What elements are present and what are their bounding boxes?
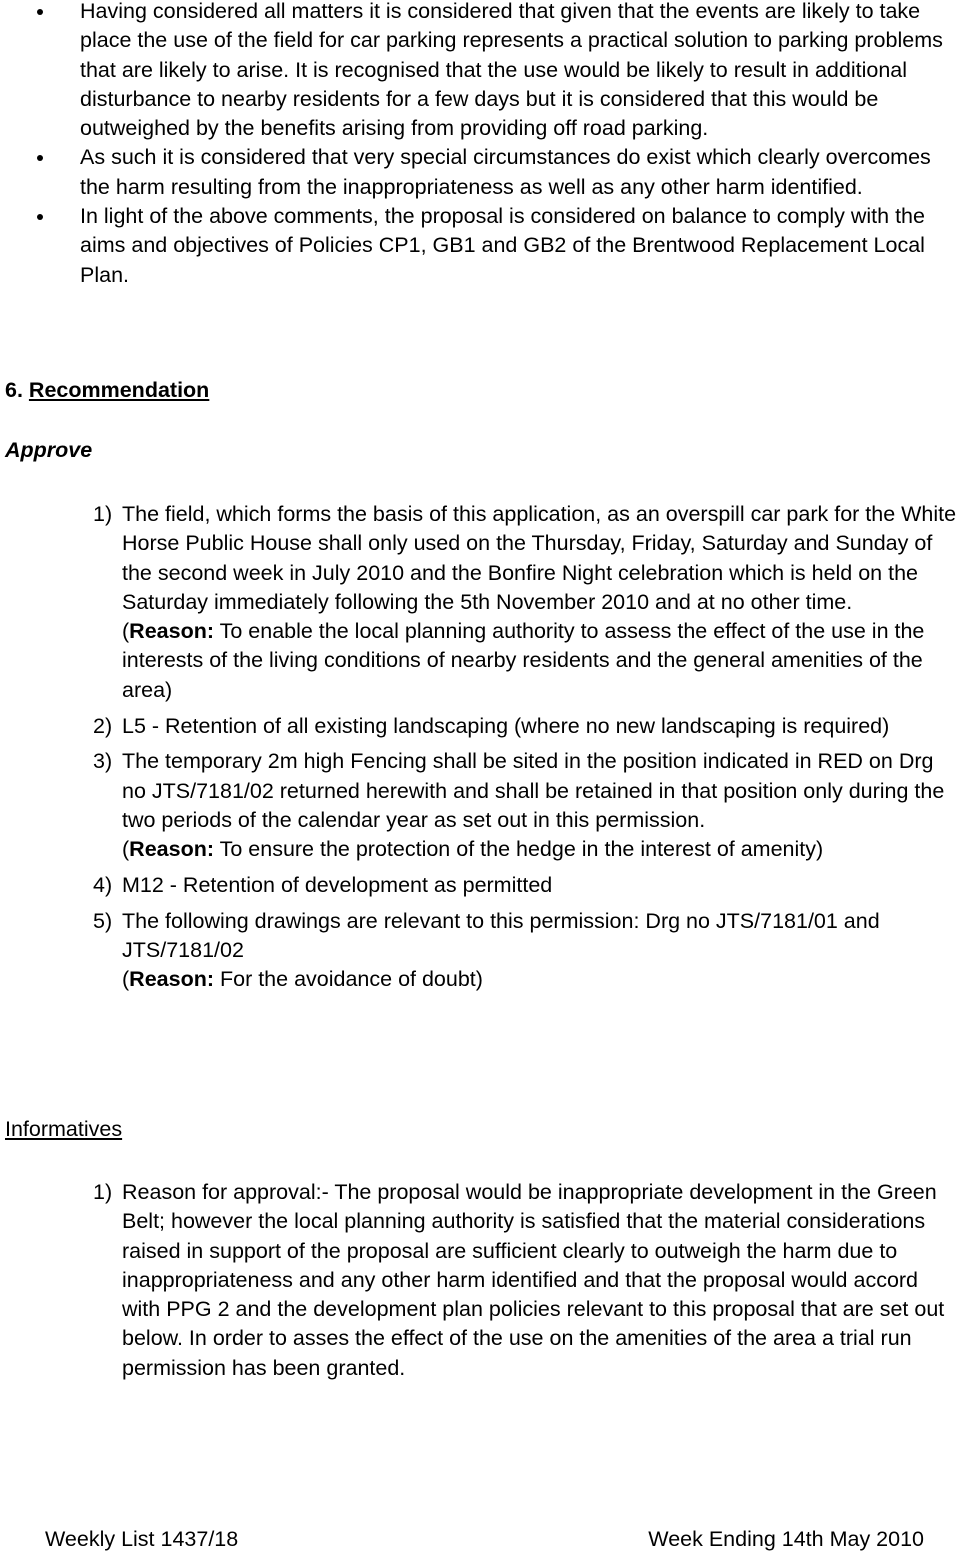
section-number: 6. xyxy=(5,378,23,402)
bullet-icon xyxy=(37,214,43,220)
condition-reason: For the avoidance of doubt) xyxy=(219,967,483,992)
condition-text: The temporary 2m high Fencing shall be sited in the position indicated in RED on Drg no JTS/7181/02 returned herewith and shall be retained in that position only during the two periods of the calendar year as set out in this permission. xyxy=(122,749,945,832)
reason-label: Reason: xyxy=(129,619,214,644)
informative-item xyxy=(93,1178,958,1383)
considerations-list xyxy=(0,0,960,290)
bullet-text: In light of the above comments, the proposal is considered on balance to comply with the aims and objectives of Policies CP1, GB1 and GB2 of the Brentwood Replacement Local Plan. xyxy=(80,204,925,287)
list-item xyxy=(0,202,960,290)
informatives-list xyxy=(93,1178,958,1383)
footer-week-ending: Week Ending 14th May 2010 xyxy=(648,1527,924,1551)
condition-number: 3) xyxy=(93,749,113,774)
section-title: Recommendation xyxy=(28,378,210,402)
bullet-icon xyxy=(37,155,43,161)
list-item xyxy=(0,143,960,202)
informatives-heading: Informatives xyxy=(5,1117,123,1141)
bullet-text: Having considered all matters it is considered that given that the events are likely to take place the use of the field for car parking represents a practical solution to parking problems that are likely to arise. It is recognised that the use would be likely to result in additional disturbance to nearby residents for a few days but it is considered that this would be outweighed by the benefits arising from providing off road parking. xyxy=(80,0,943,141)
section-heading xyxy=(5,376,209,405)
condition-number: 4) xyxy=(93,873,113,898)
reason-label: Reason: xyxy=(129,967,214,992)
condition-text: M12 - Retention of development as permitted xyxy=(122,873,553,898)
condition-reason: To enable the local planning authority to assess the effect of the use in the interests of the living conditions of nearby residents and the general amenities of the area) xyxy=(122,619,925,702)
bullet-text: As such it is considered that very special circumstances do exist which clearly overcomes the harm resulting from the inappropriateness as well as any other harm identified. xyxy=(80,145,931,199)
informative-number: 1) xyxy=(93,1180,113,1204)
condition-number: 1) xyxy=(93,502,113,526)
list-item xyxy=(0,0,960,143)
condition-item: 3) The temporary 2m high Fencing shall be sited in the position indicated in RED on Drg no JTS/7181/02 returned herewith and shall be retained in that position only during the two periods of the calendar year as set out in this permission. (Reason: To ensure the protection of the hedge in the interest of amenity) xyxy=(93,749,945,862)
condition-text: L5 - Retention of all existing landscaping (where no new landscaping is required) xyxy=(122,713,890,738)
condition-item: 1) The field, which forms the basis of this application, as an overspill car park for the White Horse Public House shall only used on the Thursday, Friday, Saturday and Sunday of the second week in July 2010 and the Bonfire Night celebration which is held on the Saturday immediately following the 5th November 2010 and at no other time. (Reason: To enable the local planning authority to assess the effect of the use in the interests of the living conditions of nearby residents and the general amenities of the area) xyxy=(93,502,957,702)
condition-item xyxy=(93,871,958,900)
decision-label: Approve xyxy=(5,438,93,462)
condition-item xyxy=(93,712,958,741)
conditions-list xyxy=(93,500,958,1001)
informative-text: Reason for approval:- The proposal would be inappropriate development in the Green Belt; however the local planning authority is satisfied that the material considerations raised in support of the proposal are sufficient clearly to outweigh the harm due to inappropriateness and any other harm identified and that the proposal would accord with PPG 2 and the development plan policies relevant to this proposal that are set out below. In order to asses the effect of the use on the amenities of the area a trial run permission has been granted. xyxy=(122,1180,945,1380)
condition-number: 5) xyxy=(93,908,113,933)
condition-text: The field, which forms the basis of this application, as an overspill car park for the White Horse Public House shall only used on the Thursday, Friday, Saturday and Sunday of the second week in July 2010 and the Bonfire Night celebration which is held on the Saturday immediately following the 5th November 2010 and at no other time. xyxy=(122,502,957,614)
condition-reason: To ensure the protection of the hedge in the interest of amenity) xyxy=(219,837,824,862)
condition-item: 5) The following drawings are relevant to this permission: Drg no JTS/7181/01 and JTS/7181/02 (Reason: For the avoidance of doubt) xyxy=(93,908,880,992)
condition-number: 2) xyxy=(93,713,113,738)
bullet-icon xyxy=(37,9,43,15)
reason-label: Reason: xyxy=(129,837,214,862)
condition-text: The following drawings are relevant to this permission: Drg no JTS/7181/01 and JTS/7181/02 xyxy=(122,908,880,963)
footer-weekly-list: Weekly List 1437/18 xyxy=(45,1527,239,1551)
